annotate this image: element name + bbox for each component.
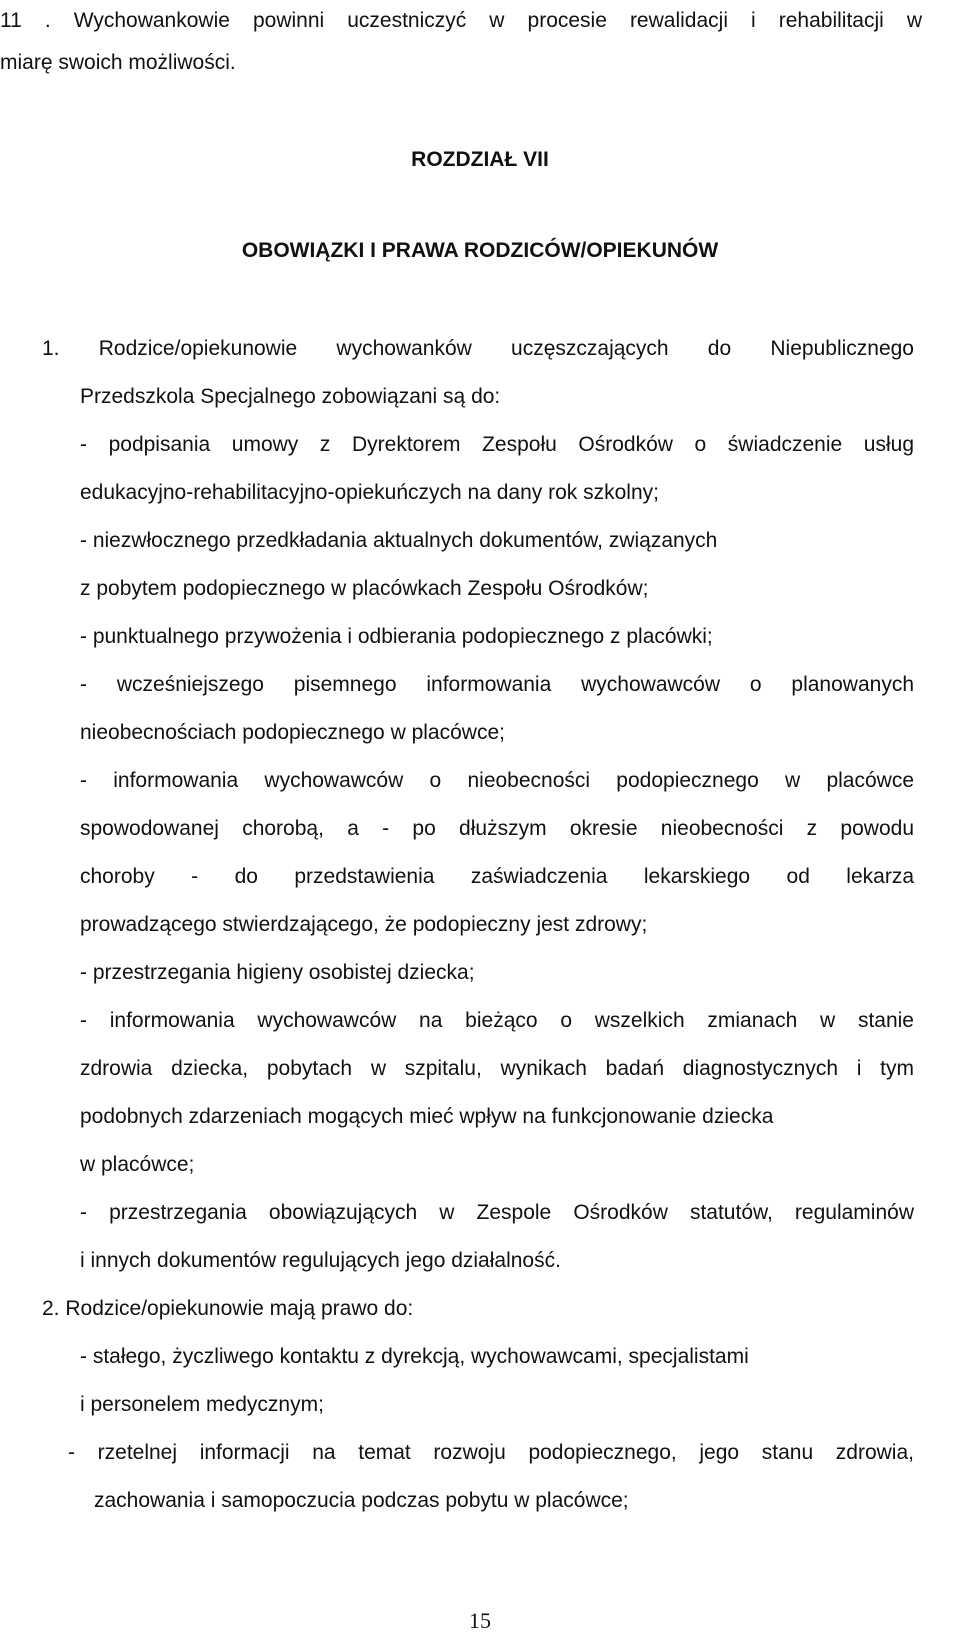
point-11-line-2: miarę swoich możliwości. (0, 51, 236, 74)
section-1-line-2: Przedszkola Specjalnego zobowiązani są do: (80, 385, 501, 408)
section-2-line-5: zachowania i samopoczucia podczas pobytu w placówce; (94, 1489, 629, 1512)
section-1-line-15: - informowania wychowawców na bieżąco o wszelkich zmianach w stanie (80, 1009, 914, 1032)
page-number: 15 (469, 1608, 491, 1633)
section-1-line-9: nieobecnościach podopiecznego w placówce; (80, 721, 505, 744)
section-1-line-1: 1. Rodzice/opiekunowie wychowanków uczęszczających do Niepublicznego (42, 337, 914, 360)
section-1-line-13: prowadzącego stwierdzającego, że podopieczny jest zdrowy; (80, 913, 648, 936)
section-1-line-6: z pobytem podopiecznego w placówkach Zespołu Ośrodków; (80, 577, 649, 600)
section-1-line-19: - przestrzegania obowiązujących w Zespole Ośrodków statutów, regulaminów (80, 1201, 914, 1224)
section-1-line-17: podobnych zdarzeniach mogących mieć wpływ na funkcjonowanie dziecka (80, 1105, 774, 1128)
point-11-line-1: 11 . Wychowankowie powinni uczestniczyć w procesie rewalidacji i rehabilitacji w (0, 9, 922, 32)
section-1-line-5: - niezwłocznego przedkładania aktualnych dokumentów, związanych (80, 529, 718, 552)
section-2-line-2: - stałego, życzliwego kontaktu z dyrekcją, wychowawcami, specjalistami (80, 1345, 749, 1368)
section-1-line-12: choroby - do przedstawienia zaświadczenia lekarskiego od lekarza (80, 865, 914, 888)
section-2-line-4: - rzetelnej informacji na temat rozwoju podopiecznego, jego stanu zdrowia, (68, 1441, 914, 1464)
section-1-line-18: w placówce; (80, 1153, 195, 1176)
section-1-line-4: edukacyjno-rehabilitacyjno-opiekuńczych na dany rok szkolny; (80, 481, 659, 504)
chapter-number: ROZDZIAŁ VII (411, 148, 549, 171)
section-2-line-3: i personelem medycznym; (80, 1393, 324, 1416)
chapter-title: OBOWIĄZKI I PRAWA RODZICÓW/OPIEKUNÓW (241, 239, 719, 262)
section-1-line-20: i innych dokumentów regulujących jego działalność. (80, 1249, 561, 1272)
section-1-line-7: - punktualnego przywożenia i odbierania podopiecznego z placówki; (80, 625, 713, 648)
section-2-line-1: 2. Rodzice/opiekunowie mają prawo do: (42, 1297, 414, 1320)
section-1-line-3: - podpisania umowy z Dyrektorem Zespołu Ośrodków o świadczenie usług (80, 433, 914, 456)
section-1-line-8: - wcześniejszego pisemnego informowania wychowawców o planowanych (80, 673, 914, 696)
section-1-line-11: spowodowanej chorobą, a - po dłuższym okresie nieobecności z powodu (80, 817, 914, 840)
section-1-line-16: zdrowia dziecka, pobytach w szpitalu, wynikach badań diagnostycznych i tym (80, 1057, 914, 1080)
section-1-line-10: - informowania wychowawców o nieobecności podopiecznego w placówce (80, 769, 914, 792)
section-1-line-14: - przestrzegania higieny osobistej dziecka; (80, 961, 475, 984)
